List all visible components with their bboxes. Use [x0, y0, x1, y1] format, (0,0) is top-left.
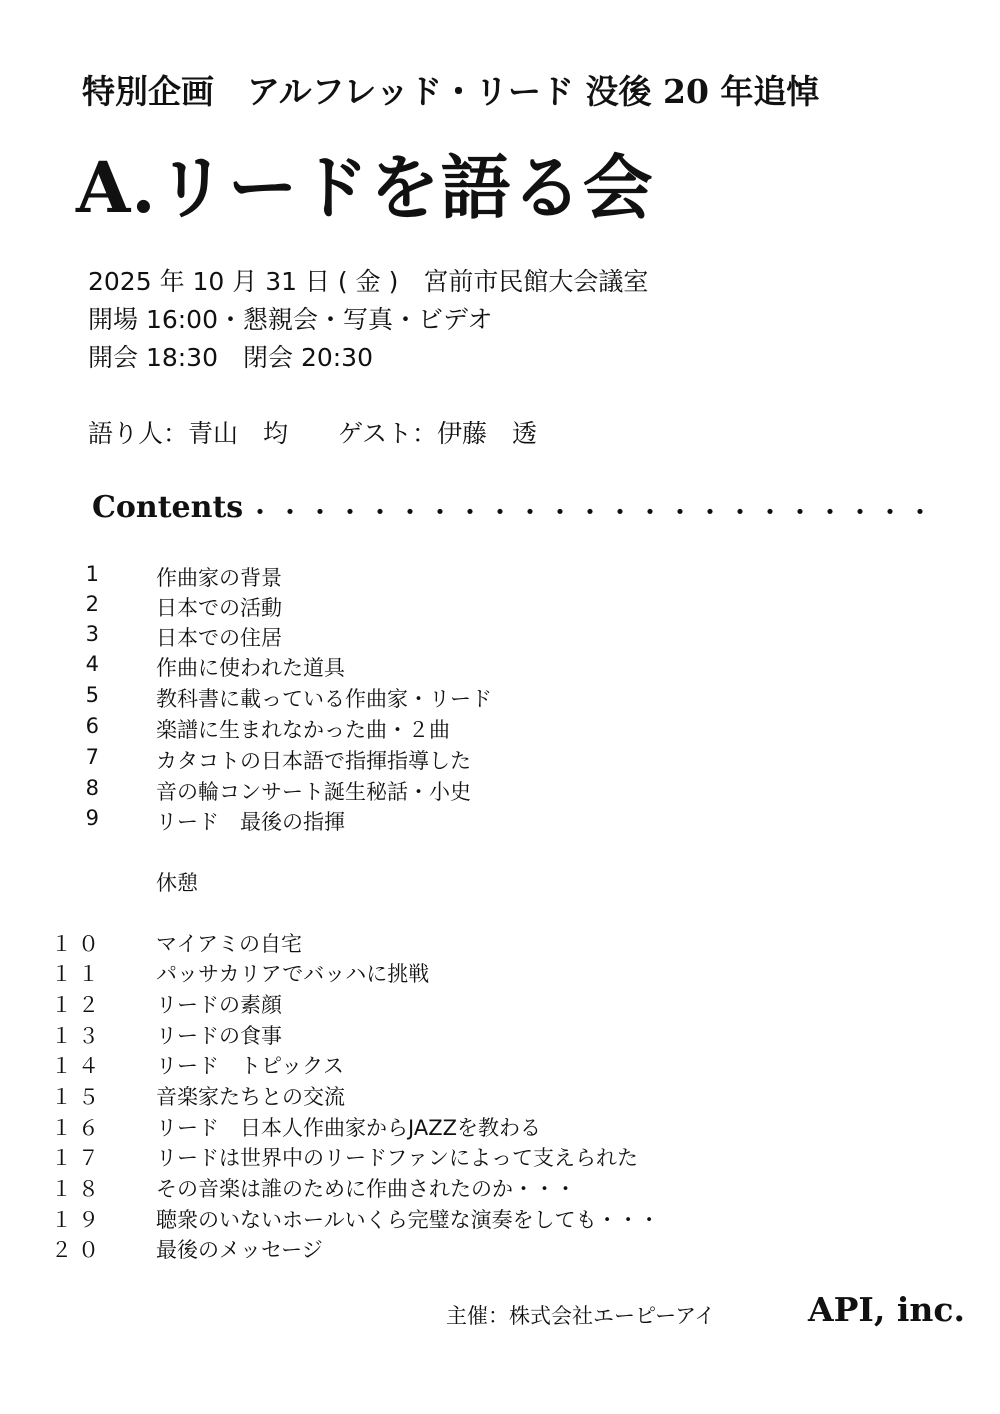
list-item — [0, 1081, 900, 1111]
item-number: 1 — [85, 562, 105, 586]
item-text: パッサカリアでバッハに挑戦 — [156, 962, 430, 986]
item-text: 日本での住居 — [156, 626, 282, 650]
contents-leader-dots: ・・・・・・・・・・・・・・・・・・・・・・・ — [246, 496, 937, 529]
item-text: 作曲に使われた道具 — [156, 656, 345, 680]
item-number: １０ — [51, 932, 105, 956]
item-number: １８ — [51, 1177, 105, 1201]
item-text: 日本での活動 — [156, 596, 282, 620]
item-number: 9 — [85, 806, 105, 830]
item-number: １１ — [51, 962, 105, 986]
page-title: A.リードを語る会 — [76, 146, 654, 229]
sponsor-text: 主催：株式会社エーピーアイ — [446, 1304, 716, 1328]
list-item — [0, 989, 900, 1019]
opening-details: 開場 16:00・懇親会・写真・ビデオ — [88, 305, 493, 334]
list-item — [0, 776, 900, 806]
item-text: 楽譜に生まれなかった曲・２曲 — [156, 718, 450, 742]
item-text: 音の輪コンサート誕生秘話・小史 — [156, 780, 471, 804]
item-text: マイアミの自宅 — [156, 932, 302, 956]
event-subtitle: 特別企画 アルフレッド・リード 没後 20 年追悼 — [82, 72, 820, 111]
item-number: １４ — [51, 1054, 105, 1078]
item-text: 休憩 — [156, 871, 198, 895]
item-text: カタコトの日本語で指揮指導した — [156, 749, 471, 773]
item-text: その音楽は誰のために作曲されたのか・・・ — [156, 1177, 576, 1201]
item-number: １３ — [51, 1024, 105, 1048]
item-number: 6 — [85, 714, 105, 738]
item-number: 5 — [85, 683, 105, 707]
item-number: １６ — [51, 1116, 105, 1140]
list-item — [0, 745, 900, 775]
item-text: リードは世界中のリードファンによって支えられた — [156, 1146, 638, 1170]
company-logo: API, inc. — [808, 1290, 965, 1329]
list-item — [0, 562, 900, 592]
item-text: リードの食事 — [156, 1024, 282, 1048]
item-number: 3 — [85, 622, 105, 646]
list-item — [0, 806, 900, 836]
item-text: 教科書に載っている作曲家・リード — [156, 687, 492, 711]
schedule-times: 開会 18:30 閉会 20:30 — [88, 343, 373, 372]
list-item — [0, 1173, 900, 1203]
list-item — [0, 683, 900, 713]
item-text: リード 最後の指揮 — [156, 810, 345, 834]
list-item — [0, 1020, 900, 1050]
list-item — [0, 592, 900, 622]
list-item — [0, 652, 900, 682]
list-item — [0, 1142, 900, 1172]
item-text: 最後のメッセージ — [156, 1238, 323, 1262]
item-number: １２ — [51, 993, 105, 1017]
list-item — [0, 1234, 900, 1264]
item-number: １５ — [51, 1085, 105, 1109]
list-item — [0, 1050, 900, 1080]
list-item — [0, 1112, 900, 1142]
list-item — [0, 928, 900, 958]
item-text: 音楽家たちとの交流 — [156, 1085, 345, 1109]
date-venue: 2025 年 10 月 31 日 ( 金 ) 宮前市民館大会議室 — [88, 267, 649, 296]
list-item — [0, 1204, 900, 1234]
item-text: 聴衆のいないホールいくら完璧な演奏をしても・・・ — [156, 1208, 660, 1232]
contents-heading: Contents — [92, 490, 244, 525]
item-number: 4 — [85, 652, 105, 676]
list-item — [0, 958, 900, 988]
list-item — [0, 714, 900, 744]
item-number: 7 — [85, 745, 105, 769]
item-number: 2 — [85, 592, 105, 616]
item-text: リード 日本人作曲家からJAZZを教わる — [156, 1116, 541, 1140]
item-number: １９ — [51, 1208, 105, 1232]
item-number: ２０ — [51, 1238, 105, 1262]
item-number: 8 — [85, 776, 105, 800]
item-text: リードの素顔 — [156, 993, 282, 1017]
speakers: 語り人：青山 均 ゲスト：伊藤 透 — [88, 419, 538, 448]
break-item — [0, 867, 900, 897]
item-text: 作曲家の背景 — [156, 566, 282, 590]
item-text: リード トピックス — [156, 1054, 344, 1078]
item-number: １７ — [51, 1146, 105, 1170]
list-item — [0, 622, 900, 652]
